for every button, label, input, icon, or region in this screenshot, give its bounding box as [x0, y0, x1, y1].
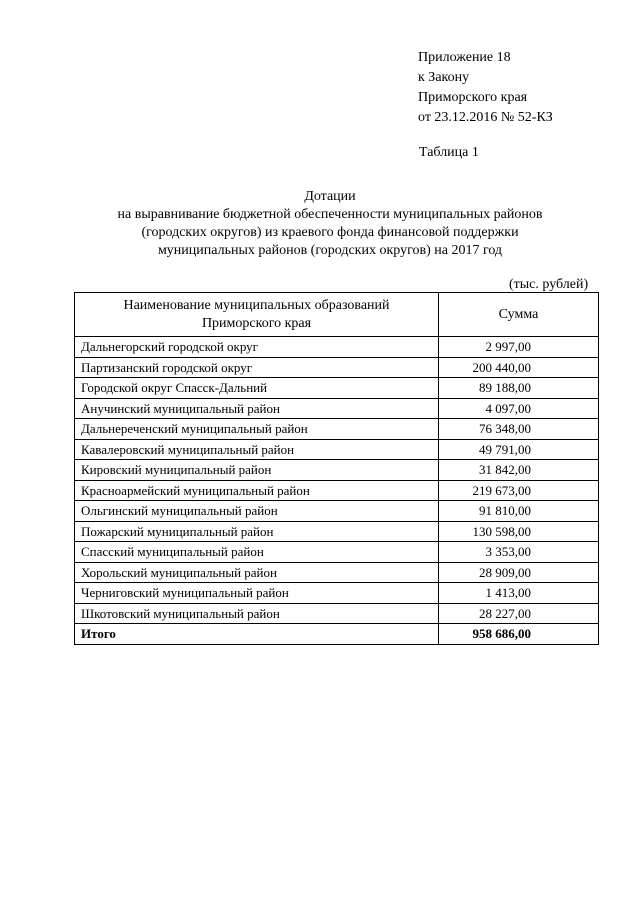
- amount-value: 28 227,00: [439, 603, 599, 624]
- title-line: на выравнивание бюджетной обеспеченности муниципальных районов: [117, 207, 543, 222]
- amount-value: 3 353,00: [439, 542, 599, 563]
- amount-value: 219 673,00: [439, 480, 599, 501]
- municipality-name: Пожарский муниципальный район: [75, 521, 439, 542]
- header-name-line: Наименование муниципальных образований: [123, 297, 390, 313]
- total-amount: 958 686,00: [439, 624, 599, 645]
- table-row: [75, 378, 599, 399]
- table-header-row: [75, 293, 599, 337]
- appendix-block: [418, 48, 553, 128]
- municipality-name: Партизанский городской округ: [75, 357, 439, 378]
- title-line: (городских округов) из краевого фонда финансовой поддержки: [141, 225, 519, 240]
- municipality-name: Дальнегорский городской округ: [75, 337, 439, 358]
- table-row: [75, 419, 599, 440]
- amount-value: 89 188,00: [439, 378, 599, 399]
- amount-value: 4 097,00: [439, 398, 599, 419]
- total-label: Итого: [75, 624, 439, 645]
- municipality-name: Красноармейский муниципальный район: [75, 480, 439, 501]
- table-label: Таблица 1: [419, 145, 479, 160]
- table-row: [75, 480, 599, 501]
- amount-value: 28 909,00: [439, 562, 599, 583]
- document-title: [90, 188, 570, 260]
- appendix-line: Приложение 18: [418, 50, 511, 65]
- table-row: [75, 583, 599, 604]
- header-name: [75, 293, 439, 337]
- amount-value: 49 791,00: [439, 439, 599, 460]
- amount-value: 31 842,00: [439, 460, 599, 481]
- table-row: [75, 501, 599, 522]
- municipality-name: Спасский муниципальный район: [75, 542, 439, 563]
- municipality-name: Кировский муниципальный район: [75, 460, 439, 481]
- appendix-line: к Закону: [418, 70, 470, 85]
- municipality-name: Черниговский муниципальный район: [75, 583, 439, 604]
- units-label: (тыс. рублей): [509, 277, 589, 292]
- title-line: Дотации: [304, 189, 356, 204]
- amount-value: 1 413,00: [439, 583, 599, 604]
- table-row: [75, 439, 599, 460]
- municipality-name: Ольгинский муниципальный район: [75, 501, 439, 522]
- amount-value: 200 440,00: [439, 357, 599, 378]
- amount-value: 130 598,00: [439, 521, 599, 542]
- municipality-name: Хорольский муниципальный район: [75, 562, 439, 583]
- municipality-name: Городской округ Спасск-Дальний: [75, 378, 439, 399]
- subsidies-table: [74, 292, 599, 645]
- title-line: муниципальных районов (городских округов) на 2017 год: [157, 243, 503, 258]
- total-row: [75, 624, 599, 645]
- table-row: [75, 603, 599, 624]
- table-row: [75, 357, 599, 378]
- amount-value: 91 810,00: [439, 501, 599, 522]
- table-row: [75, 337, 599, 358]
- table-row: [75, 562, 599, 583]
- header-name-line: Приморского края: [201, 315, 312, 331]
- table-row: [75, 398, 599, 419]
- municipality-name: Шкотовский муниципальный район: [75, 603, 439, 624]
- table-row: [75, 542, 599, 563]
- header-amount: Сумма: [439, 293, 599, 337]
- amount-value: 76 348,00: [439, 419, 599, 440]
- amount-value: 2 997,00: [439, 337, 599, 358]
- appendix-line: Приморского края: [418, 90, 528, 105]
- table-row: [75, 460, 599, 481]
- municipality-name: Анучинский муниципальный район: [75, 398, 439, 419]
- appendix-line: от 23.12.2016 № 52-КЗ: [418, 110, 553, 125]
- table-body: [75, 337, 599, 645]
- municipality-name: Кавалеровский муниципальный район: [75, 439, 439, 460]
- table-row: [75, 521, 599, 542]
- municipality-name: Дальнереченский муниципальный район: [75, 419, 439, 440]
